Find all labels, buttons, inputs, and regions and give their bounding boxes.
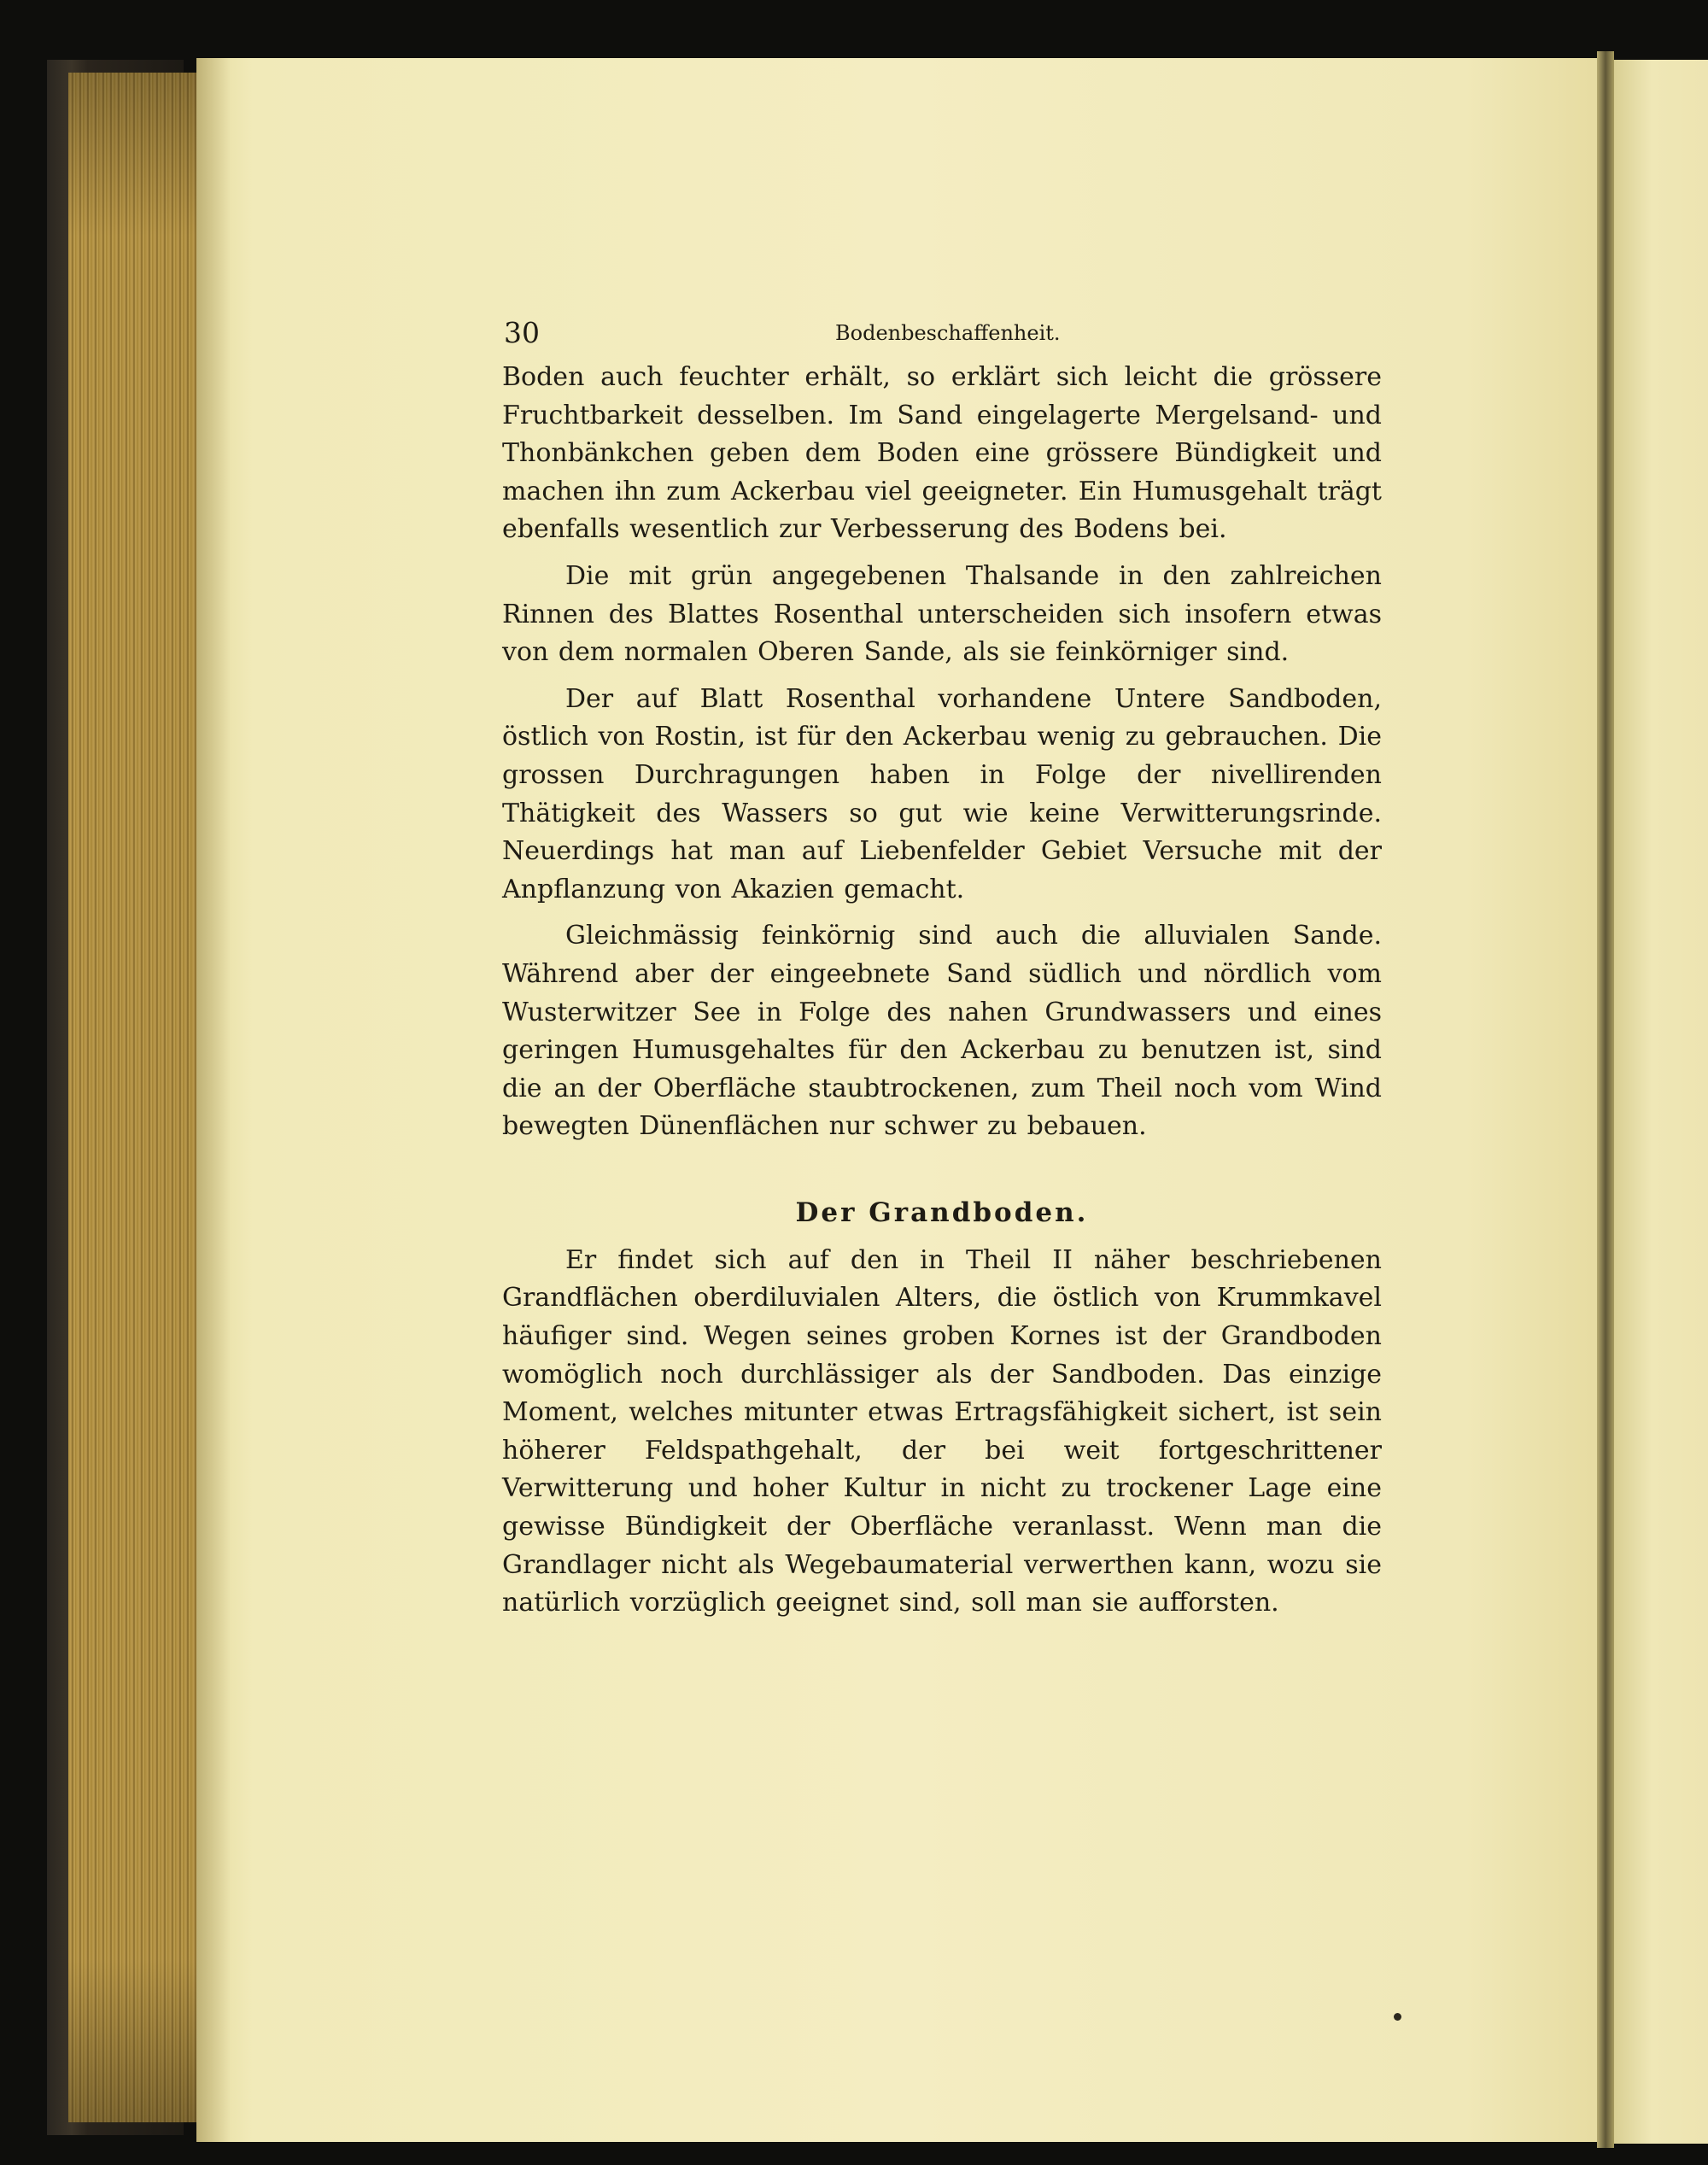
- page-text: [502, 307, 1382, 1623]
- facing-page-edge: [1614, 60, 1708, 2144]
- running-head: [502, 307, 1382, 359]
- book-gutter: [1597, 51, 1614, 2148]
- ink-smudge: [1394, 2013, 1401, 2021]
- paragraph: Er findet sich auf den in Theil II näher beschriebenen Grandflächen oberdiluvialen Alters, die östlich von Krummkavel häufiger sind. Wegen seines groben Kornes ist der Grandboden womöglich noch durchlässiger als der Sandboden. Das einzige Moment, welches mitunter etwas Ertragsfähigkeit sichert, ist sein höherer Feldspathgehalt, der bei weit fortgeschrittener Verwitterung und hoher Kultur in nicht zu trockener Lage eine gewisse Bündigkeit der Oberfläche veranlasst. Wenn man die Grandlager nicht als Wegebaumaterial verwerthen kann, wozu sie natürlich vorzüglich geeignet sind, soll man sie aufforsten.: [502, 1244, 1382, 1618]
- paragraph: Gleichmässig feinkörnig sind auch die alluvialen Sande. Während aber der eingeebnete Sand südlich und nördlich vom Wusterwitzer See in Folge des nahen Grundwassers und eines geringen Humusgehaltes für den Ackerbau zu benutzen ist, sind die an der Oberfläche staubtrockenen, zum Theil noch vom Wind bewegten Dünenflächen nur schwer zu bebauen.: [502, 921, 1382, 1142]
- running-head-title: Bodenbeschaffenheit.: [835, 321, 1061, 345]
- paragraph: Der auf Blatt Rosenthal vorhandene Untere Sandboden, östlich von Rostin, ist für den Ackerbau wenig zu gebrauchen. Die grossen Durchragungen haben in Folge der nivellirenden Thätigkeit des Wassers so gut wie keine Verwitterungsrinde. Neuerdings hat man auf Liebenfelder Gebiet Versuche mit der Anpflanzung von Akazien gemacht.: [502, 683, 1382, 904]
- section-spacer: [502, 1146, 1382, 1194]
- page-edges-shade: [68, 73, 205, 2122]
- page-number: 30: [504, 316, 540, 349]
- paragraph: Boden auch feuchter erhält, so erklärt sich leicht die grössere Fruchtbarkeit desselben. Im Sand eingelagerte Mergelsand- und Thonbänkchen geben dem Boden eine grössere Bündigkeit und machen ihn zum Ackerbau viel geeigneter. Ein Humusgehalt trägt ebenfalls wesentlich zur Verbesserung des Bodens bei.: [502, 362, 1382, 545]
- paragraph: Die mit grün angegebenen Thalsande in den zahlreichen Rinnen des Blattes Rosenthal unterscheiden sich insofern etwas von dem normalen Oberen Sande, als sie feinkörniger sind.: [502, 560, 1382, 668]
- page-shadow: [196, 58, 231, 2142]
- section-heading: Der Grandboden.: [795, 1197, 1089, 1228]
